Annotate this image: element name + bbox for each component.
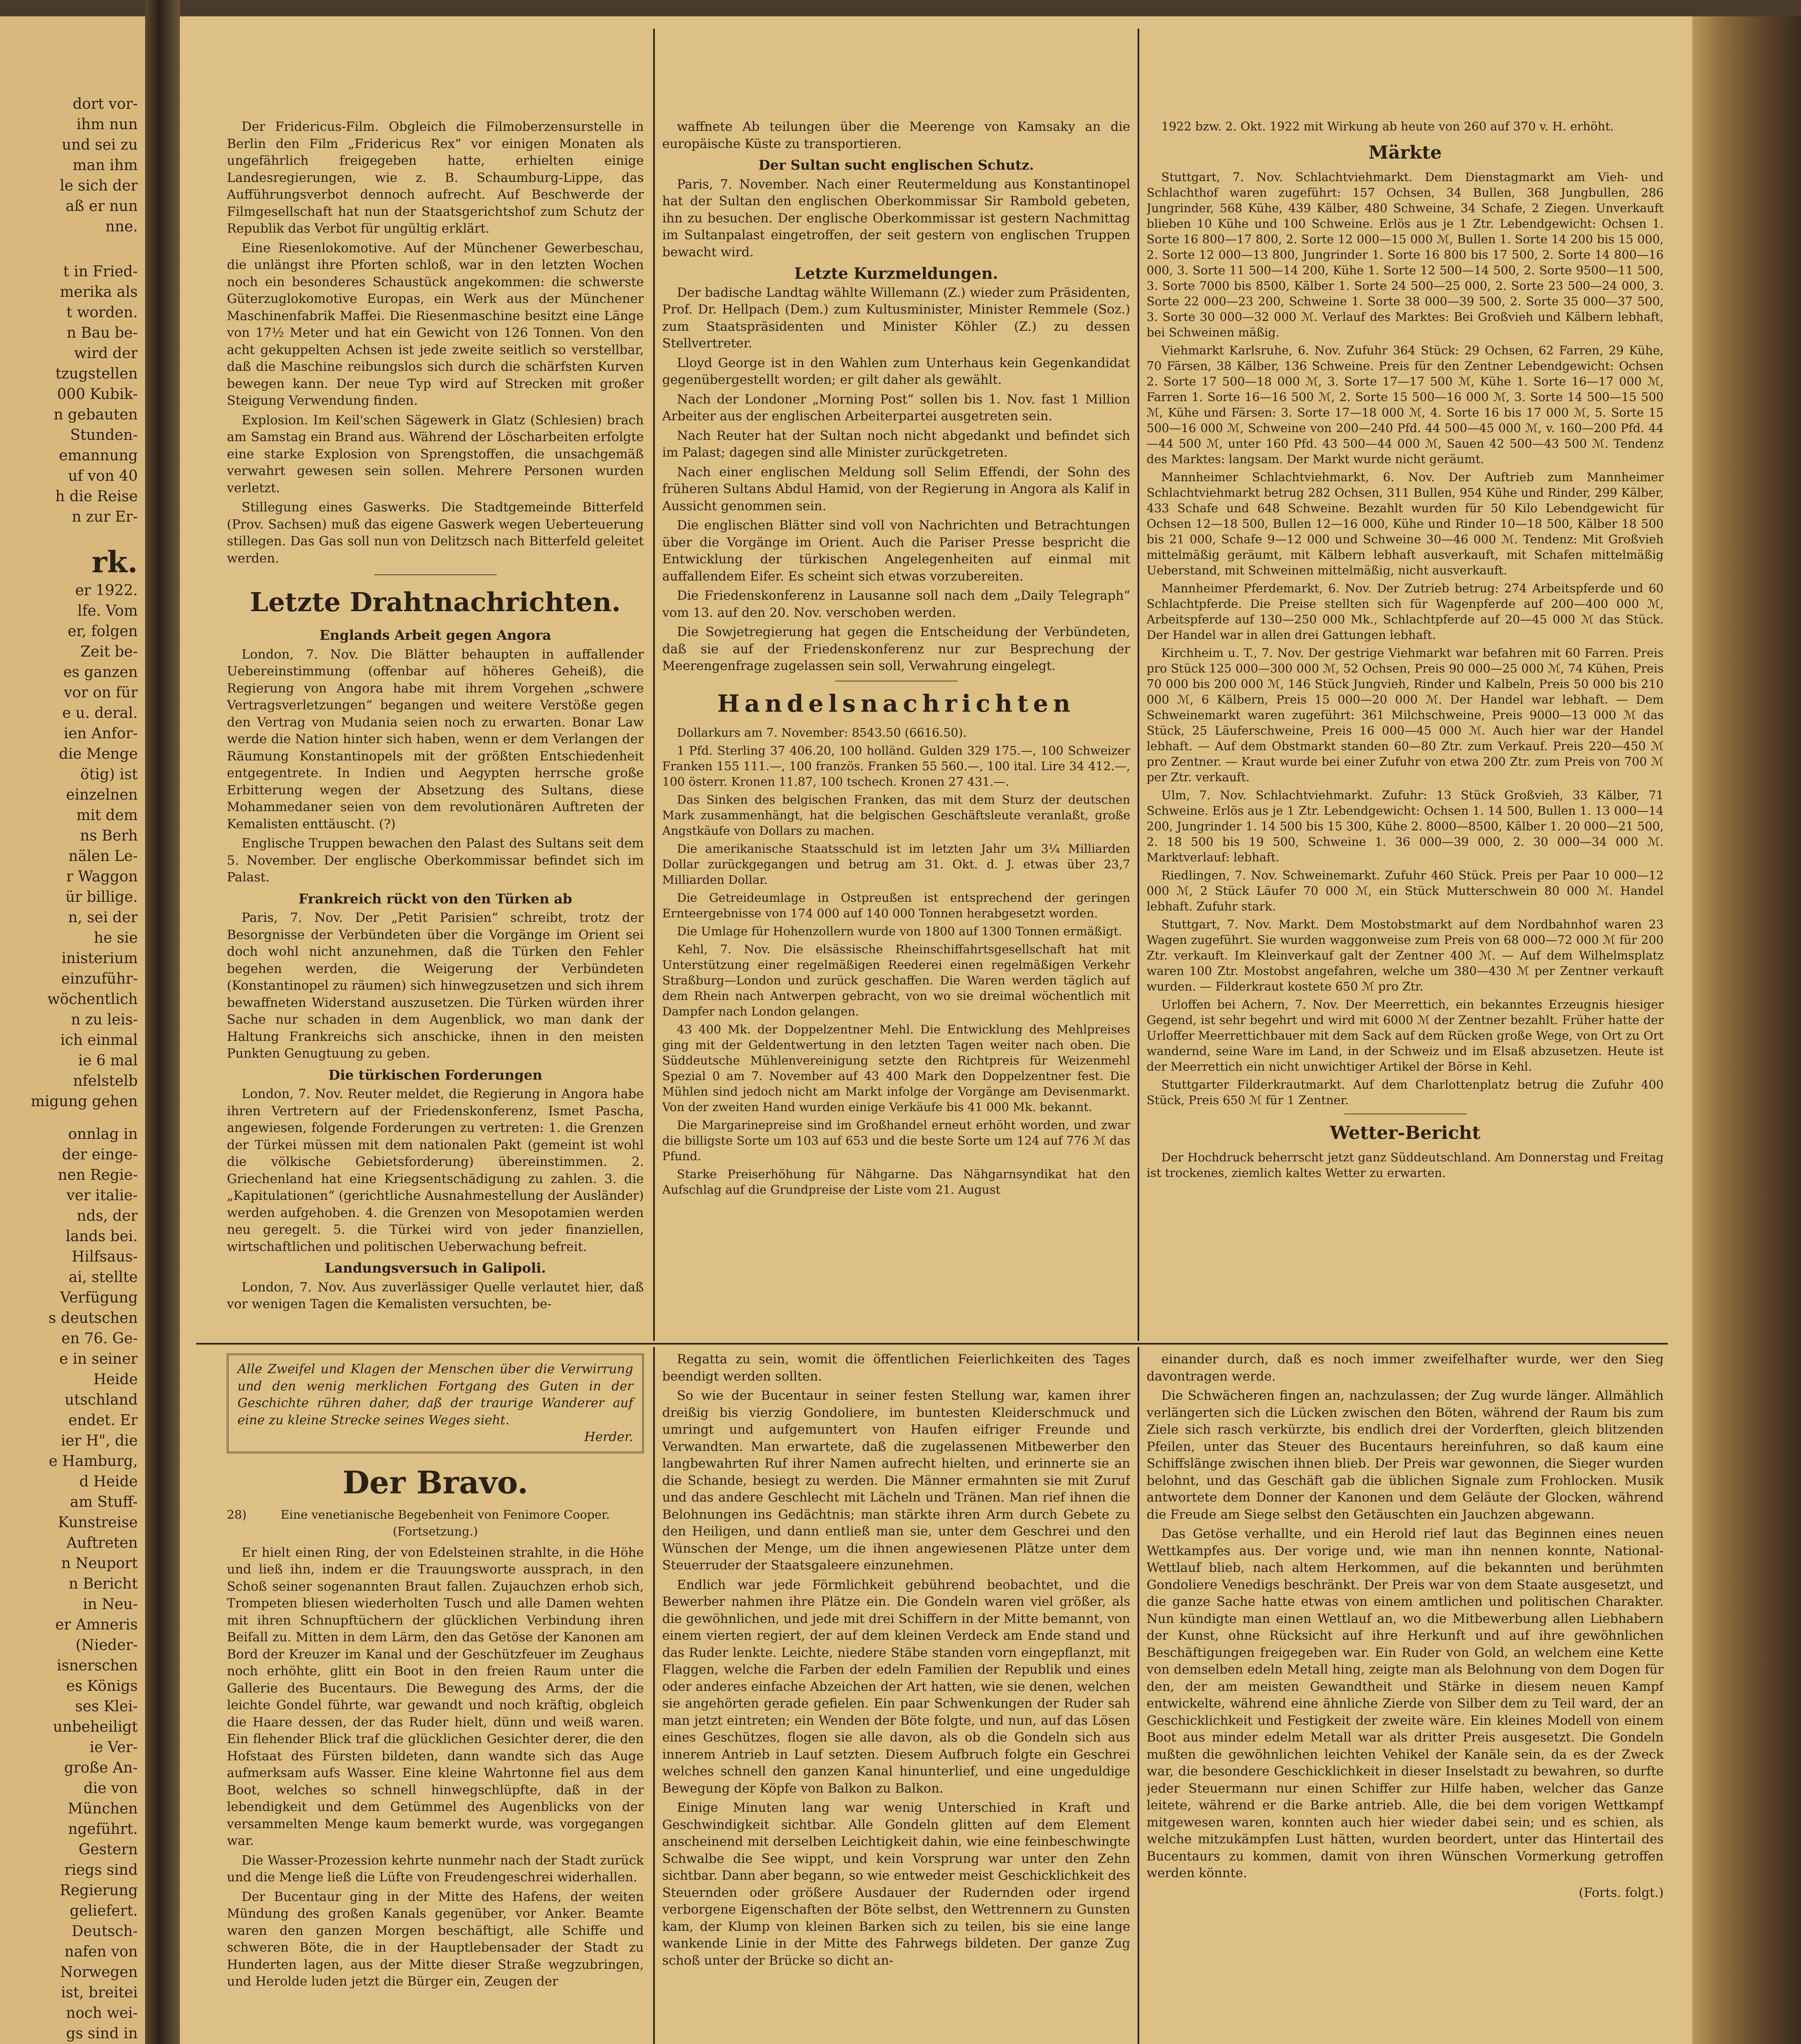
previous-page-line: er Amneris xyxy=(55,1616,138,1633)
novel-subtitle: Eine venetianische Begebenheit von Fenimore Cooper. xyxy=(280,1507,610,1522)
news-paragraph: London, 7. Nov. Aus zuverlässiger Quelle verlautet hier, daß vor wenigen Tagen die Kemalisten versuchten, be- xyxy=(227,1280,644,1311)
previous-page-line: ns Berh xyxy=(80,827,138,844)
news-paragraph: Die englischen Blätter sind voll von Nachrichten und Betrachtungen über die Vorgänge im Orient. Auch die Pariser Presse bespricht die Entwicklung der türkischen Angelegenheiten auf einmal mit auffallendem Eifer. Es scheint sich etwas vorzubereiten. xyxy=(662,518,1130,584)
news-paragraph: waffnete Ab teilungen über die Meerenge von Kamsaky an die europäische Küste zu transportieren. xyxy=(662,119,1130,151)
previous-page-line: lfe. Vom xyxy=(77,603,138,619)
previous-page-line: ür billige. xyxy=(65,889,138,905)
previous-page-line: Hilfsaus- xyxy=(72,1248,138,1265)
market-paragraph: Urloffen bei Achern, 7. Nov. Der Meerrettich, ein bekanntes Erzeugnis hiesiger Gegend, ist sehr begehrt und wird mit 6000 ℳ der Zentner bezahlt. Früher hatte der Urloffer Meerrettichbauer mit dem Sack auf dem Rücken große Wege, von Ort zu Ort wandernd, seine Ware im Land, in der Schweiz und im Elsaß abzusetzen. Heute ist der Meerrettich ein nicht unwichtiger Artikel der Börse in Kehl. xyxy=(1147,997,1664,1074)
news-paragraph: Der Fridericus-Film. Obgleich die Filmoberzensurstelle in Berlin den Film „Fridericus Rex“ vor einigen Monaten als ungefährlich freigegeben hatte, erhielten einige Landesregierungen, wie z. B. Schaumburg-Lippe, das Aufführungsverbot dennoch aufrecht. Auf Beschwerde der Filmgesellschaft hat nun der Staatsgerichtshof zum Schutz der Republik das Verbot für ungültig erklärt. xyxy=(227,119,644,236)
section-heading-drahtnachrichten: Letzte Drahtnachrichten. xyxy=(250,587,621,618)
previous-page-line: Stunden- xyxy=(70,427,138,444)
previous-page-line: t in Fried- xyxy=(63,263,138,280)
novel-paragraph: Regatta zu sein, womit die öffentlichen Feierlichkeiten des Tages beendigt werden sollten. xyxy=(662,1352,1130,1384)
previous-page-line: tzugstellen xyxy=(55,365,138,382)
previous-page-line: einzuführ- xyxy=(61,970,138,987)
previous-page-line: Deutsch- xyxy=(72,1923,138,1940)
previous-page-line: Auftreten xyxy=(66,1535,138,1551)
quote-author: Herder. xyxy=(584,1430,633,1444)
previous-page-line: n, sei der xyxy=(68,909,138,926)
previous-page-line: Regierung xyxy=(60,1882,138,1899)
market-paragraph: Stuttgart, 7. Nov. Markt. Dem Mostobstmarkt auf dem Nordbahnhof waren 23 Wagen zugeführt. Sie wurden waggonweise zum Preis von 68 000—72 000 ℳ für 200 Ztr. verkauft. Im Kleinverkauf galt der Zentner 400 ℳ. — Auf dem Wilhelmsplatz waren 100 Ztr. Mostobst angefahren, welche um 380—430 ℳ per Zentner verkauft wurden. — Filderkraut kostete 650 ℳ pro Ztr. xyxy=(1147,917,1664,993)
previous-page-line: nen Regie- xyxy=(58,1167,138,1183)
previous-page-line: er, folgen xyxy=(67,623,138,640)
trade-paragraph: Die Margarinepreise sind im Großhandel erneut erhöht worden, und zwar die billigste Sorte um 103 auf 653 und die beste Sorte um 124 auf 776 ℳ das Pfund. xyxy=(662,1118,1130,1163)
news-paragraph: London, 7. Nov. Reuter meldet, die Regierung in Angora habe ihren Vertretern auf der Friedenskonferenz, Ismet Pascha, angewiesen, folgende Forderungen zu vertreten: 1. die Grenzen der Türkei müssen mit dem nationalen Pakt (gemeint ist wohl die völkische Gebietsforderung) übereinstimmen. 2. Griechenland hat eine Kriegsentschädigung zu zahlen. 3. die „Kapitulationen“ (gerichtliche Ausnahmestellung der Ausländer) werden aufgehoben. 4. die Grenzen von Mesopotamien werden neu geregelt. 5. die Türkei wird von jeder finanziellen, wirtschaftlichen und politischen Ueberwachung befreit. xyxy=(227,1087,644,1254)
book-gutter xyxy=(145,0,180,2044)
previous-page-line: ses Klei- xyxy=(75,1698,138,1715)
subheading-frankreich: Frankreich rückt von den Türken ab xyxy=(298,890,572,907)
news-paragraph: Lloyd George ist in den Wahlen zum Unterhaus kein Gegenkandidat gegenübergestellt worden; er gilt daher als gewählt. xyxy=(662,355,1130,387)
previous-page-line: n Bericht xyxy=(69,1576,138,1592)
novel-paragraph: Die Schwächeren fingen an, nachzulassen; der Zug wurde länger. Allmählich verlängerten sich die Lücken zwischen den Böten, während der Raum bis zum Ziele sich rasch verkürzte, bis endlich drei der Vorderften, gleich blitzenden Pfeilen, unter das Steuer des Bucentaurs hereinfuhren, so daß kaum eine Schiffslänge zwischen ihnen blieb. Der Preis war gewonnen, die Sieger wurden belohnt, und das Geschäft gab die üblichen Signale zum Frohlocken. Musik antwortete dem Donner der Kanonen und dem Geläute der Glocken, während die Freude am Siege selbst den Getäuschten ein Jauchzen abgewann. xyxy=(1147,1388,1664,1522)
previous-page-line: n Neuport xyxy=(61,1555,138,1572)
news-paragraph: Die Friedenskonferenz in Lausanne soll nach dem „Daily Telegraph“ vom 13. auf den 20. Nov. verschoben werden. xyxy=(662,588,1130,620)
previous-page-line: migung gehen xyxy=(31,1093,138,1110)
previous-page-line: Verfügung xyxy=(60,1289,138,1306)
previous-page-line: Heide xyxy=(93,1371,138,1388)
trade-paragraph: Das Sinken des belgischen Franken, das mit dem Sturz der deutschen Mark zusammenhängt, hat die belgischen Geschäftsleute veranlaßt, große Angstkäufe von Dollars zu machen. xyxy=(662,792,1130,838)
section-heading-wetter: Wetter-Bericht xyxy=(1330,1123,1481,1143)
previous-page-line: s deutschen xyxy=(48,1310,138,1327)
previous-page-line: nafen von xyxy=(64,1943,138,1960)
previous-page-line: n Bau be- xyxy=(67,325,138,341)
previous-page-line: Zeit be- xyxy=(80,643,138,660)
news-paragraph: Stillegung eines Gaswerks. Die Stadtgemeinde Bitterfeld (Prov. Sachsen) muß das eigene Gaswerk wegen Ueberteuerung stillegen. Das Gas soll nun von Delitzsch nach Bitterfeld geleitet werden. xyxy=(227,500,644,566)
previous-page-line: Gestern xyxy=(78,1841,138,1858)
previous-page-line: merika als xyxy=(60,284,138,300)
previous-page-line: (Nieder- xyxy=(75,1637,138,1654)
herder-quote-box xyxy=(227,1354,644,1453)
trade-paragraph: 43 400 Mk. der Doppelzentner Mehl. Die Entwicklung des Mehlpreises ging mit der Geldentwertung in den letzten Tagen weiter nach oben. Die Süddeutsche Mühlenvereinigung setzte den Richtpreis für Weizenmehl Spezial 0 am 7. November auf 43 400 Mark den Doppelzentner fest. Die Mühlen sind jedoch nicht am Markt infolge der Vorgänge am Devisenmarkt. Von der zweiten Hand wurden einige Verkäufe bis 41 000 Mk. bekannt. xyxy=(662,1022,1130,1114)
previous-page-line: wöchentlich xyxy=(47,991,138,1008)
market-paragraph: 1922 bzw. 2. Okt. 1922 mit Wirkung ab heute von 260 auf 370 v. H. erhöht. xyxy=(1161,119,1614,133)
news-paragraph: Nach einer englischen Meldung soll Selim Effendi, der Sohn des früheren Sultans Abdul Hamid, von der Regierung in Angora als Kalif in Aussicht genommen sein. xyxy=(662,464,1130,513)
novel-column-rule-1 xyxy=(653,1347,655,2044)
previous-page-line: große An- xyxy=(64,1759,138,1776)
market-paragraph: Riedlingen, 7. Nov. Schweinemarkt. Zufuhr 460 Stück. Preis per Paar 10 000—12 000 ℳ, 2 Stück Läufer 70 000 ℳ, ein Stück Mutterschwein 80 000 ℳ. Handel lebhaft. Zufuhr stark. xyxy=(1147,868,1664,913)
previous-page-line: ie 6 mal xyxy=(78,1052,138,1069)
trade-paragraph: Kehl, 7. Nov. Die elsässische Rheinschiffahrtsgesellschaft hat mit Unterstützung einer regelmäßigen Reederei einen regelmäßigen Verkehr Straßburg—London und zurück geschaffen. Die Waren werden täglich auf dem Rhein nach Antwerpen gebracht, von wo sie dreimal wöchentlich mit Dampfer nach London gelangen. xyxy=(662,942,1130,1018)
news-paragraph: Eine Riesenlokomotive. Auf der Münchener Gewerbeschau, die unlängst ihre Pforten schloß, war in den letzten Wochen noch ein besonderes Schaustück angekommen: die schwerste Güterzuglokomotive Europas, ein Werk aus der Münchener Maschinenfabrik Maffei. Die Riesenmaschine besitzt eine Länge von 17½ Meter und hat ein Gewicht von 126 Tonnen. Von den acht gekuppelten Achsen ist jede zweite seitlich so verstellbar, daß die Maschine reibungslos sich durch die schärfsten Kurven bewegen kann. Der neue Typ wird auf Strecken mit großer Steigung Verwendung finden. xyxy=(227,240,644,408)
previous-page-line: ich einmal xyxy=(60,1032,138,1049)
news-paragraph: London, 7. Nov. Die Blätter behaupten in auffallender Uebereinstimmung (offenbar auf höheres Geheiß), die Regierung von Angora habe mit ihrem Vorgehen „schwere Vertragsverletzungen“ begangen und weitere Verstöße gegen den Vertrag von Mudania seien noch zu erwarten. Bonar Law werde die Nation hinter sich haben, wenn er dem Verlangen der Räumung Konstantinopels mit der größten Entschiedenheit entgegentrete. In Indien und Aegypten herrsche große Erbitterung wegen der Absetzung des Sultans, diese Mohammedaner seien von dem revolutionären Auftreten der Kemalisten enttäuscht. (?) xyxy=(227,647,644,831)
trade-paragraph: 1 Pfd. Sterling 37 406.20, 100 holländ. Gulden 329 175.—, 100 Schweizer Franken 155 111.—, 100 französ. Franken 55 560.—, 100 ital. Lire 34 412.—, 100 österr. Kronen 11.87, 100 tschech. Kronen 27 431.—. xyxy=(662,743,1130,789)
previous-page-line: gs sind in xyxy=(66,2025,138,2042)
previous-page-line: utschland xyxy=(65,1392,138,1408)
market-paragraph: Kirchheim u. T., 7. Nov. Der gestrige Viehmarkt war befahren mit 60 Farren. Preis pro Stück 125 000—300 000 ℳ, 52 Ochsen, Preis 90 000—25 000 ℳ, 74 Kühen, Preis 70 000 bis 200 000 ℳ, 146 Stück Jungvieh, Rinder und Kalbeln, Preis 50 000 bis 210 000 ℳ, 6 Kälbern, Preis 15 000—20 000 ℳ. Der Handel war lebhaft. — Dem Schweinemarkt waren zugeführt: 361 Milchschweine, Preis 9000—13 000 ℳ das Stück, 25 Läuferschweine, Preis 16 000—45 000 ℳ. Auch hier war der Handel lebhaft. — Auf dem Obstmarkt standen 60—80 Ztr. zum Verkauf. Preis 220—450 ℳ pro Zentner. — Kraut wurde bei einer Zufuhr von etwa 200 Ztr. zum Preis von 700 ℳ per Ztr. verkauft. xyxy=(1147,646,1664,784)
market-paragraph: Stuttgarter Filderkrautmarkt. Auf dem Charlottenplatz betrug die Zufuhr 400 Stück, Preis 650 ℳ für 1 Zentner. xyxy=(1147,1078,1664,1107)
column-rule-1 xyxy=(653,29,655,1341)
previous-page-line: es Königs xyxy=(66,1678,138,1694)
news-paragraph: Explosion. Im Keil'schen Sägewerk in Glatz (Schlesien) brach am Samstag ein Brand aus. Während der Löscharbeiten erfolgte eine starke Explosion von Sprengstoffen, die unsachgemäß verwahrt gewesen sein sollen. Mehrere Personen wurden verletzt. xyxy=(227,412,644,495)
page-edges xyxy=(1692,16,1801,2044)
novel-paragraph: Endlich war jede Förmlichkeit gebührend beobachtet, und die Bewerber nahmen ihre Plätze ein. Die Gondeln waren viel größer, als die gewöhnlichen, und jede mit drei Schiffern in der Mitte bemannt, von einem vierten regiert, der auf dem kleinen Verdeck am Ende stand und das Ruder lenkte. Leichte, niedere Stäbe standen vorn eingepflanzt, mit Flaggen, welche die Farben der edeln Familien der Republik und eines oder anderes einfache Abzeichen der Art hatten, wie sie denen, welchen sie angehörten gerade gefielen. Ein paar Schwenkungen der Ruder sah man jetzt eintreten; ein Wenden der Böte folgte, und nun, auf das Lösen eines Geschützes, flogen sie alle davon, als ob die Gondeln sich aus innerem Antrieb in Lauf setzten. Diesem Aufbruch folgte ein Geschrei welches schnell den ganzen Kanal hinunterlief, und eine ungeduldige Bewegung der Köpfe von Balkon zu Balkon. xyxy=(662,1577,1130,1796)
news-paragraph: Paris, 7. Nov. Der „Petit Parisien“ schreibt, trotz der Besorgnisse der Verbündeten über die Vorgänge im Orient sei doch wohl nicht anzunehmen, daß die Türken den Fehler begehen werden, die Weigerung der Verbündeten (Konstantinopel zu räumen) sich hinwegzusetzen und sich ihrem bewaffneten Widerstand auszusetzen. Die Türken würden ihrer Sache nur schaden in dem Augenblick, wo man dank der Haltung Frankreichs sich anschicke, ihnen in den meisten Punkten Genugtuung zu geben. xyxy=(227,910,644,1061)
previous-page-line: es ganzen xyxy=(63,664,138,681)
novel-paragraph: Die Wasser-Prozession kehrte nunmehr nach der Stadt zurück und die Menge ließ die Lüfte von Freudengeschrei widerhallen. xyxy=(227,1853,644,1885)
previous-page-line: e Hamburg, xyxy=(49,1453,138,1470)
subheading-sultan: Der Sultan sucht englischen Schutz. xyxy=(758,157,1034,173)
short-rule xyxy=(374,574,497,575)
previous-page-line: h die Reise xyxy=(55,488,138,505)
to-be-continued: (Forts. folgt.) xyxy=(1579,1885,1664,1900)
previous-page-line: ai, stellte xyxy=(69,1269,138,1286)
previous-page-line: he sie xyxy=(94,930,138,946)
previous-page-line: riegs sind xyxy=(64,1862,138,1878)
previous-page-line: dort vor- xyxy=(72,96,138,112)
previous-page-line: ie Ver- xyxy=(90,1739,138,1756)
previous-page-line: ist, breitei xyxy=(61,1984,138,2001)
subheading-galipoli: Landungsversuch in Galipoli. xyxy=(325,1260,546,1276)
previous-page-line: Kunstreise xyxy=(58,1514,138,1531)
previous-page-line: einzelnen xyxy=(66,787,138,803)
column-3 xyxy=(1147,119,1664,1341)
quote-text: Alle Zweifel und Klagen der Menschen über die Verwirrung und den wenig merklichen Fortgang des Guten in der Geschichte rühren daher, daß der traurige Wanderer auf eine zu kleine Strecke seines Weges sieht. xyxy=(237,1362,633,1428)
section-heading-maerkte: Märkte xyxy=(1368,142,1442,163)
previous-page-line: d Heide xyxy=(79,1473,138,1490)
previous-page-line: emannung xyxy=(59,447,138,464)
trade-paragraph: Dollarkurs am 7. November: 8543.50 (6616.50). xyxy=(677,725,967,740)
novel-paragraph: Das Getöse verhallte, und ein Herold rief laut das Beginnen eines neuen Wettkampfes aus. Der vorige und, wie man ihn nennen konnte, National-Wettlauf blieb, nach altem Herkommen, auf die bekannten und berühmten Gondoliere Venedigs beschränkt. Der Preis war von dem Staate ausgesetzt, und die ganze Sache hatte etwas von einem amtlichen und politischen Charakter. Nun kündigte man einen Wettlauf an, wo die Mitbewerbung allen Liebhabern der Kunst, ohne Rücksicht auf ihre Herkunft und auf ihre gewöhnlichen Beschäftigungen freigegeben war. Ein Ruder von Gold, an welchem eine Kette von demselben edeln Metall hing, zeigte man als Belohnung von dem Dogen für den, der am meisten Gewandtheit und Stärke in diesem neuen Kampf entwickelte, während eine ähnliche Zierde von Silber dem zu Teil ward, der an Geschicklichkeit und Festigkeit der zweite wäre. Ein kleines Modell von einem Boot aus minder edelm Metall war als dritter Preis ausgesetzt. Die Gondeln mußten die gewöhnlichen leichten Vehikel der Kanäle sein, da es der Zweck war, die besondere Geschicklichkeit in dieser Inselstadt zu bewahren, so durfte jeder Steuermann nur einen Schiffer zur Hilfe haben, welcher das Ganze leitete, während er die Barke antrieb. Alle, die bei dem vorigen Wettkampf mitgewesen waren, konnten auch hier wieder dabei sein; und es schien, als welche mitzukämpfen Lust hätten, wurden beordert, unter das Hintertail des Bucentaurs zu kommen, damit von ihren Wünschen Vormerkung getroffen werden könnte. xyxy=(1147,1526,1664,1880)
previous-page-line: mit dem xyxy=(76,807,138,824)
previous-page-line: 000 Kubik- xyxy=(57,386,138,403)
previous-page-line: e u. deral. xyxy=(62,705,138,722)
novel-column-3 xyxy=(1147,1351,1664,2044)
previous-page-line: aß er nun xyxy=(65,198,138,215)
novel-paragraph: Einige Minuten lang war wenig Unterschied in Kraft und Geschwindigkeit sichtbar. Alle Gondeln glitten auf dem Element anscheinend mit derselben Leichtigkeit dahin, wie eine feinbeschwingte Schwalbe die See wippt, und kein Vorsprung war unter den Zehn sichtbar. Dann aber begann, so wie entweder meist Geschicklichkeit des Steuernden oder größere Ausdauer der Rudernden oder irgend verborgene Eigenschaften der Böte selbst, den Wettrennern zu Gunsten kam, der Klump von kleinen Barken sich zu teilen, bis sie eine lange wankende Linie in der Mitte des Fahrwegs bildeten. Der ganze Zug schoß unter der Brücke so dicht an- xyxy=(662,1800,1130,1968)
news-paragraph: Der badische Landtag wählte Willemann (Z.) wieder zum Präsidenten, Prof. Dr. Hellpach (Dem.) zum Kultusminister, Minister Remmele (Soz.) zum Staatspräsidenten und Minister Köhler (Z.) zu dessen Stellvertreter. xyxy=(662,285,1130,351)
previous-page-line: onnlag in xyxy=(68,1126,138,1143)
novel-paragraph: So wie der Bucentaur in seiner festen Stellung war, kamen ihrer dreißig bis vierzig Gondoliere, im buntesten Kleiderschmuck und umringt und aufgemuntert von Haufen eifriger Freunde und Verwandten. Man erwartete, daß die zugelassenen Mitbewerber den langbewahrten Ruf ihrer Namen aufrecht hielten, und erinnerte sie an die Schande, besiegt zu werden. Die Männer ermahnten sie mit Zuruf und das andere Geschlecht mit Lächeln und Tränen. Man rief ihnen die Belohnungen ins Gedächtnis; man stärkte ihren Arm durch Gebete zu den Heiligen, und dann entließ man sie, unter dem Geschrei und den Wünschen der Menge, um die ihnen angewiesenen Plätze unter dem Steuerruder der Staatsgaleere einzunehmen. xyxy=(662,1388,1130,1573)
previous-page-line: r Waggon xyxy=(66,868,138,885)
trade-paragraph: Die Getreideumlage in Ostpreußen ist entsprechend der geringen Ernteergebnisse von 174 000 auf 140 000 Tonnen herabgesetzt worden. xyxy=(662,890,1130,920)
previous-page-line: nälen Le- xyxy=(68,848,138,865)
market-paragraph: Viehmarkt Karlsruhe, 6. Nov. Zufuhr 364 Stück: 29 Ochsen, 62 Farren, 29 Kühe, 70 Färsen, 38 Kälber, 136 Schweine. Preis für den Zentner Lebendgewicht: Ochsen 2. Sorte 17 500—18 000 ℳ, 3. Sorte 17—17 500 ℳ, Kühe 1. Sorte 16—17 000 ℳ, Farren 1. Sorte 16—16 500 ℳ, 2. Sorte 15 500—16 000 ℳ, 3. Sorte 14 500—15 500 ℳ, Kühe und Färsen: 3. Sorte 17—18 000 ℳ, 4. Sorte 16 bis 17 000 ℳ, 5. Sorte 15 500—16 000 ℳ, Schweine von 200—240 Pfd. 44 500—45 000 ℳ, v. 160—200 Pfd. 44—44 500 ℳ, unter 160 Pfd. 43 500—44 000 ℳ, Sauen 42 500—43 500 ℳ. Tendenz des Marktes: langsam. Der Markt wurde nicht geräumt. xyxy=(1147,343,1664,466)
installment-number: 28) xyxy=(227,1507,247,1522)
previous-page-line: t worden. xyxy=(66,304,138,321)
news-paragraph: Nach Reuter hat der Sultan noch nicht abgedankt und befindet sich im Palast; dagegen sind alle Minister zurückgetreten. xyxy=(662,428,1130,460)
market-paragraph: Mannheimer Pferdemarkt, 6. Nov. Der Zutrieb betrug: 274 Arbeitspferde und 60 Schlachtpferde. Die Preise stellten sich für Wagenpferde auf 200—400 000 ℳ, Arbeitspferde auf 130—250 000 Mk., Schlachtpferde auf 20—45 000 ℳ das Stück. Der Handel war in allen drei Gattungen lebhaft. xyxy=(1147,581,1664,642)
previous-page-line: und sei zu xyxy=(62,137,138,153)
newspaper-page xyxy=(180,16,1692,2044)
previous-page-line: vor on für xyxy=(64,684,138,701)
previous-page-line: uf von 40 xyxy=(68,468,138,484)
section-divider xyxy=(196,1343,1668,1345)
trade-paragraph: Die Umlage für Hohenzollern wurde von 1800 auf 1300 Tonnen ermäßigt. xyxy=(677,924,1122,938)
previous-page-line: ötig) ist xyxy=(80,766,138,783)
previous-page-line: unbeheiligt xyxy=(53,1719,138,1735)
previous-page-line: er 1922. xyxy=(75,582,138,599)
previous-page-line: le sich der xyxy=(60,177,138,194)
novel-paragraph: einander durch, daß es noch immer zweifelhafter wurde, wer den Sieg davontragen werde. xyxy=(1147,1352,1664,1384)
column-2 xyxy=(662,119,1130,1341)
column-rule-2 xyxy=(1138,29,1139,1341)
previous-page-line: man ihm xyxy=(72,157,138,174)
subheading-forderungen: Die türkischen Forderungen xyxy=(328,1067,542,1083)
subheading-kurzmeldungen: Letzte Kurzmeldungen. xyxy=(794,264,998,282)
previous-page-line: isnerschen xyxy=(57,1657,138,1674)
previous-page-line: inisterium xyxy=(61,950,138,967)
previous-page-line: nne. xyxy=(105,218,138,235)
novel-column-rule-2 xyxy=(1138,1347,1139,2044)
news-paragraph: Nach der Londoner „Morning Post“ sollen bis 1. Nov. fast 1 Million Arbeiter aus der englischen Arbeiterpartei ausgetreten sein. xyxy=(662,392,1130,424)
previous-page-line: e in seiner xyxy=(59,1351,138,1367)
previous-page-line: nds, der xyxy=(76,1208,138,1224)
previous-page-line: der einge- xyxy=(62,1146,138,1163)
previous-page-line: n zu leis- xyxy=(71,1011,138,1028)
previous-page-line: wird der xyxy=(74,345,138,362)
previous-page-line: en 76. Ge- xyxy=(61,1330,138,1347)
previous-page-line: ier H", die xyxy=(60,1432,138,1449)
previous-page-heading: rk. xyxy=(92,545,138,579)
previous-page-line: n zur Er- xyxy=(72,509,138,525)
market-paragraph: Ulm, 7. Nov. Schlachtviehmarkt. Zufuhr: 13 Stück Großvieh, 33 Kälber, 71 Schweine. Erlös aus je 1 Ztr. Lebendgewicht: Ochsen 1. 14 500, Bullen 1. 13 000—14 200, Jungrinder 1. 14 500 bis 15 300, Kühe 2. 8000—8500, Kälber 1. 20 000—21 500, 2. 18 500 bis 19 500, Schweine 1. 36 000—39 000, 2. 30 000—34 000 ℳ. Marktverlauf: lebhaft. xyxy=(1147,788,1664,864)
weather-paragraph: Der Hochdruck beherrscht jetzt ganz Süddeutschland. Am Donnerstag und Freitag ist trockenes, ziemlich kaltes Wetter zu erwarten. xyxy=(1147,1150,1664,1180)
previous-page-line: endet. Er xyxy=(68,1412,138,1429)
market-paragraph: Stuttgart, 7. Nov. Schlachtviehmarkt. Dem Dienstagmarkt am Vieh- und Schlachthof waren zugeführt: 157 Ochsen, 34 Bullen, 368 Jungbullen, 286 Jungrinder, 568 Kühe, 439 Kälber, 480 Schweine, 34 Schafe, 2 Ziegen. Unverkauft blieben 10 Kühe und 100 Schweine. Erlös aus je 1 Ztr. Lebendgewicht: Ochsen 1. Sorte 16 800—17 800, 2. Sorte 12 000—15 000 ℳ, Bullen 1. Sorte 14 200 bis 15 000, 2. Sorte 12 000—13 800, Jungrinder 1. Sorte 16 800 bis 17 500, 2. Sorte 14 800—16 000, 3. Sorte 11 500—14 200, Kühe 1. Sorte 12 500—14 500, 2. Sorte 9500—11 500, 3. Sorte 7000 bis 8500, Kälber 1. Sorte 24 500—25 000, 2. Sorte 23 500—24 000, 3. Sorte 22 000—23 200, Schweine 1. Sorte 38 000—39 500, 2. Sorte 35 000—37 500, 3. Sorte 30 000—32 000 ℳ. Verlauf des Marktes: Bei Großvieh und Kälbern lebhaft, bei Schweinen mäßig. xyxy=(1147,170,1664,339)
previous-page-line: ien Anfor- xyxy=(63,725,138,742)
trade-paragraph: Starke Preiserhöhung für Nähgarne. Das Nähgarnsyndikat hat den Aufschlag auf die Grundpreise der Liste vom 21. August xyxy=(662,1167,1130,1197)
previous-page-line: ngeführt. xyxy=(68,1821,138,1838)
previous-page-line: die von xyxy=(83,1780,138,1797)
previous-page-line: am Stuff- xyxy=(70,1494,138,1511)
previous-page-line: nfelstelb xyxy=(73,1073,138,1089)
previous-page-line: lands bei. xyxy=(65,1228,138,1245)
previous-page-line: ver italie- xyxy=(66,1187,138,1204)
news-paragraph: Englische Truppen bewachen den Palast des Sultans seit dem 5. November. Der englische Oberkommissar befindet sich im Palast. xyxy=(227,836,644,885)
subheading-england: Englands Arbeit gegen Angora xyxy=(319,627,551,643)
novel-paragraph: Er hielt einen Ring, der von Edelsteinen strahlte, in die Höhe und ließ ihn, indem er die Trauungsworte aussprach, in den Schoß seiner sogenannten Braut fallen. Zujauchzen erhob sich, Trompeten bliesen wiederholten Tusch und alle Damen wehten mit ihren Schnupftüchern der glücklichen Verbindung ihren Beifall zu. Mitten in dem Lärm, den das Getöse der Kanonen am Bord der Kreuzer im Kanal und der Geschützfeuer im Zeughaus noch erhöhte, glitt ein Boot in den freien Raum unter die Gallerie des Bucentaurs. Die Bewegung des Arms, der die leichte Gondel führte, war gewandt und noch kräftig, obgleich die Haare dessen, der das Ruder hielt, dünn und weiß waren. Ein flehender Blick traf die glücklichen Gesichter derer, die den Hofstaat des Fürsten bildeten, dann wandte sich das Auge aufmerksam aufs Wasser. Eine kleine Wahrtonne fiel aus dem Boot, welches so schnell hinwegschlüpfte, daß in der lebendigkeit und dem Getümmel des Augenblicks von der versammelten Menge kaum bemerkt wurde, was vorgegangen war. xyxy=(227,1545,644,1848)
previous-page-line: in Neu- xyxy=(83,1596,138,1613)
novel-column-1 xyxy=(227,1351,644,2044)
continuation-note: (Fortsetzung.) xyxy=(392,1524,478,1538)
previous-page-strip xyxy=(0,16,145,2044)
novel-title: Der Bravo. xyxy=(342,1464,529,1501)
news-paragraph: Paris, 7. November. Nach einer Reutermeldung aus Konstantinopel hat der Sultan den englischen Oberkommissar Sir Rambold gebeten, ihn zu besuchen. Der englische Oberkommissar ist gestern Nachmittag im Sultanpalast eingetroffen, der seit gestern von englischen Truppen bewacht wird. xyxy=(662,177,1130,260)
previous-page-line: n gebauten xyxy=(54,406,138,423)
news-paragraph: Die Sowjetregierung hat gegen die Entscheidung der Verbündeten, daß sie auf der Friedenskonferenz nur zur Besprechung der Meerengenfrage zugelassen sein soll, Verwahrung eingelegt. xyxy=(662,625,1130,673)
previous-page-line: die Menge xyxy=(58,746,138,762)
novel-column-2 xyxy=(662,1351,1130,2044)
novel-paragraph: Der Bucentaur ging in der Mitte des Hafens, der weiten Mündung des großen Kanals gegenüber, vor Anker. Beamte waren den ganzen Morgen beschäftigt, alle Schiffe und schweren Böte, die in der Hauptlebensader der Stadt zu Hunderten lagen, aus der Mitte dieser Straße wegzubringen, und Herolde luden jetzt die Bürger ein, Zeugen der xyxy=(227,1889,644,1989)
trade-paragraph: Die amerikanische Staatsschuld ist im letzten Jahr um 3¼ Milliarden Dollar zurückgegangen und betrug am 31. Okt. d. J. etwas über 23,7 Milliarden Dollar. xyxy=(662,841,1130,887)
previous-page-line: München xyxy=(67,1800,138,1817)
previous-page-line: noch wei- xyxy=(66,2005,138,2022)
section-heading-handelsnachrichten: Handelsnachrichten xyxy=(717,689,1075,717)
market-paragraph: Mannheimer Schlachtviehmarkt, 6. Nov. Der Auftrieb zum Mannheimer Schlachtviehmarkt betrug 282 Ochsen, 311 Bullen, 954 Kühe und Rinder, 299 Kälber, 433 Schafe und 648 Schweine. Bezahlt wurden für 50 Kilo Lebendgewicht für Ochsen 12—18 500, Bullen 12—16 000, Kühe und Rinder 10—18 500, Kälber 18 500 bis 21 000, Schafe 9—12 000 und Schweine 30—46 000 ℳ. Tendenz: Mit Großvieh mittelmäßig geräumt, mit Kälbern lebhaft ausverkauft, mit Schafen mittelmäßig Ueberstand, mit Schweinen mittelmäßig, nicht ausverkauft. xyxy=(1147,470,1664,577)
previous-page-line: geliefert. xyxy=(69,1903,138,1919)
novel-subtitle-line xyxy=(227,1506,644,1524)
previous-page-line: ihm nun xyxy=(76,116,138,133)
column-1 xyxy=(227,119,644,1341)
previous-page-line: Norwegen xyxy=(60,1964,138,1981)
